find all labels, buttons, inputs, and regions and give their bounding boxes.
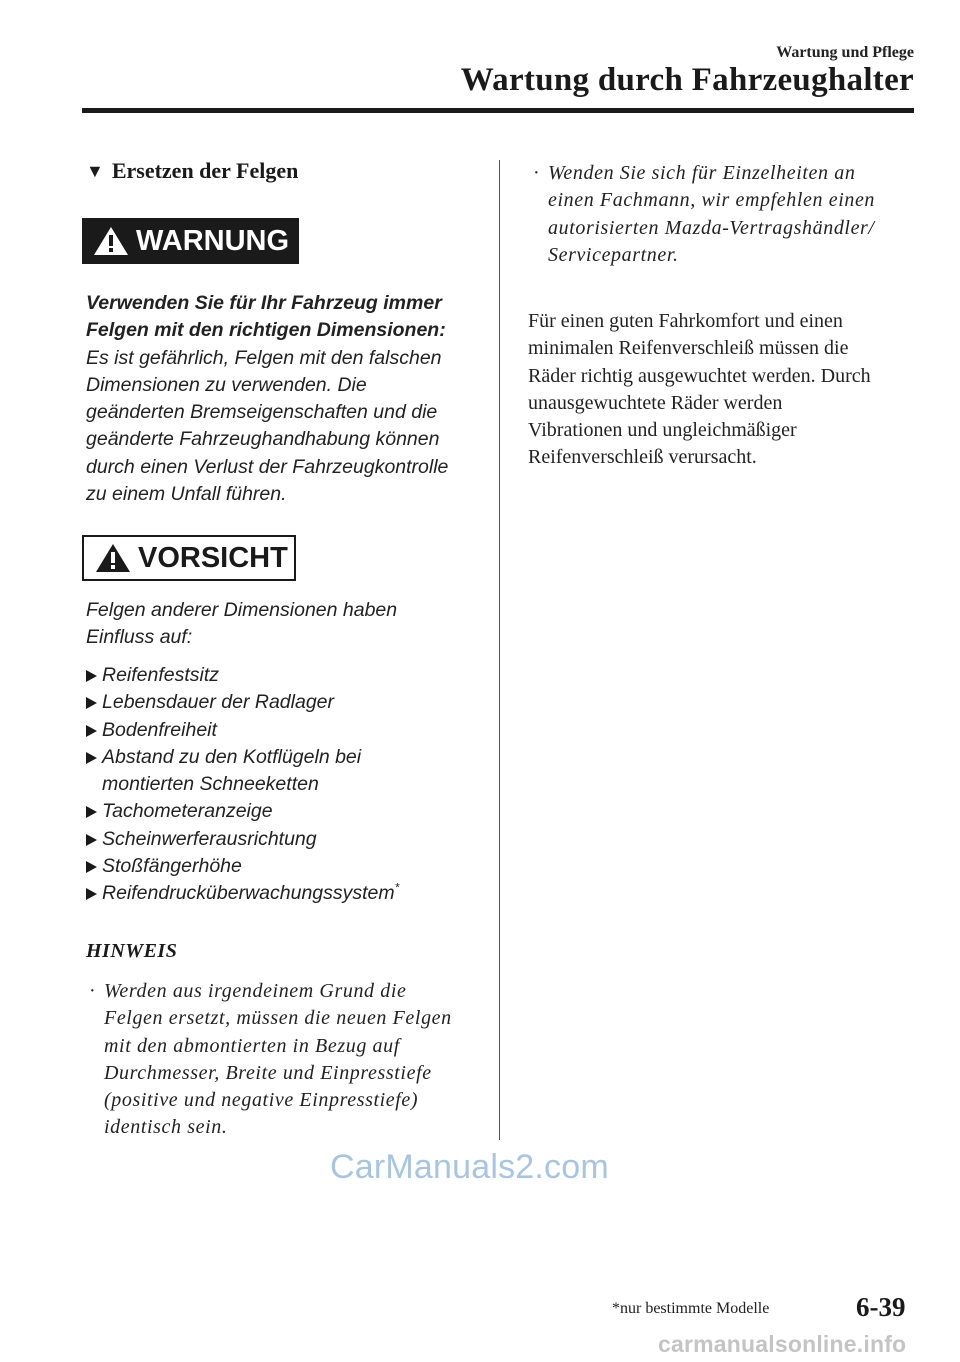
note-line: mit den abmontierten in Bezug auf bbox=[104, 1034, 400, 1057]
note-line: Wenden Sie sich für Einzelheiten an bbox=[548, 162, 856, 184]
paragraph-line: minimalen Reifenverschleiß müssen die bbox=[528, 337, 849, 360]
warning-label: WARNUNG bbox=[136, 224, 290, 257]
warning-body-line: zu einem Unfall führen. bbox=[86, 483, 287, 506]
note-line: Servicepartner. bbox=[548, 243, 679, 266]
paragraph-line: Räder richtig ausgewuchtet werden. Durch bbox=[528, 364, 871, 387]
caution-intro-line: Felgen anderer Dimensionen haben bbox=[86, 599, 398, 621]
column-divider bbox=[499, 160, 500, 1140]
paragraph-line: Reifenverschleiß verursacht. bbox=[528, 446, 757, 469]
caution-list-item-line: Abstand zu den Kotflügeln bei bbox=[102, 745, 362, 768]
caution-list-item bbox=[86, 744, 486, 799]
note-bullet-item bbox=[530, 160, 910, 269]
triangle-down-icon: ▼ bbox=[86, 161, 104, 181]
warning-body-line: Es ist gefährlich, Felgen mit den falschen bbox=[86, 346, 442, 369]
caution-list-item bbox=[86, 880, 486, 907]
caution-intro bbox=[86, 597, 486, 652]
caution-list-item: Reifenfestsitz bbox=[86, 662, 486, 689]
warning-body-line: geänderte Fahrzeughandhabung können bbox=[86, 428, 440, 451]
running-header-section: Wartung und Pflege bbox=[776, 44, 914, 61]
caution-label: VORSICHT bbox=[138, 541, 288, 574]
caution-list-item-line: montierten Schneeketten bbox=[102, 773, 319, 796]
warning-badge bbox=[82, 218, 299, 264]
caution-list-item: Lebensdauer der Radlager bbox=[86, 689, 486, 716]
note-line: identisch sein. bbox=[104, 1116, 228, 1139]
caution-list-item: Bodenfreiheit bbox=[86, 717, 486, 744]
warning-body-line: durch einen Verlust der Fahrzeugkontrolle bbox=[86, 455, 449, 478]
note-line: autorisierten Mazda-Vertragshändler/ bbox=[548, 216, 875, 239]
note-line: (positive und negative Einpresstiefe) bbox=[104, 1089, 419, 1112]
header-rule bbox=[82, 108, 914, 113]
caution-list-item: Tachometeranzeige bbox=[86, 798, 486, 825]
bullet-dot: · bbox=[533, 162, 541, 184]
note-bullet-item bbox=[86, 978, 481, 1142]
caution-list-item: Scheinwerferausrichtung bbox=[86, 826, 486, 853]
note-heading: HINWEIS bbox=[86, 940, 178, 962]
section-title bbox=[86, 158, 298, 184]
note-text-continued bbox=[530, 160, 910, 269]
caution-triangle-icon bbox=[94, 542, 132, 574]
warning-text bbox=[86, 290, 486, 508]
bullet-dot: · bbox=[89, 980, 97, 1002]
caution-list-item: Stoßfängerhöhe bbox=[86, 853, 486, 880]
footnote-mark: * bbox=[394, 880, 400, 895]
warning-triangle-icon bbox=[92, 225, 130, 257]
note-line: Werden aus irgendeinem Grund die bbox=[104, 980, 407, 1002]
warning-body-line: Dimensionen zu verwenden. Die bbox=[86, 373, 367, 396]
paragraph-line: Vibrationen und ungleichmäßiger bbox=[528, 419, 797, 442]
note-text bbox=[86, 978, 481, 1142]
body-paragraph bbox=[528, 308, 923, 472]
page-number: 6-39 bbox=[856, 1292, 906, 1322]
warning-body-line: geänderten Bremseigenschaften und die bbox=[86, 401, 438, 424]
note-line: Felgen ersetzt, müssen die neuen Felgen bbox=[104, 1007, 452, 1030]
paragraph-line: unausgewuchtete Räder werden bbox=[528, 391, 783, 414]
warning-heading-line: Felgen mit den richtigen Dimensionen: bbox=[86, 319, 446, 342]
caution-list bbox=[86, 662, 486, 908]
footnote: *nur bestimmte Modelle bbox=[612, 1300, 770, 1317]
caution-badge bbox=[82, 535, 296, 581]
warning-heading-line: Verwenden Sie für Ihr Fahrzeug immer bbox=[86, 292, 442, 314]
paragraph-line: Für einen guten Fahrkomfort und einen bbox=[528, 310, 843, 332]
caution-list-item-text: Reifendrucküberwachungssystem bbox=[102, 882, 395, 905]
note-line: einen Fachmann, wir empfehlen einen bbox=[548, 189, 876, 212]
site-watermark: carmanualsonline.info bbox=[658, 1331, 907, 1357]
section-title-text: Ersetzen der Felgen bbox=[111, 158, 299, 183]
watermark-logo: CarManuals2.com bbox=[330, 1148, 609, 1186]
running-header-chapter: Wartung durch Fahrzeughalter bbox=[460, 62, 914, 98]
note-line: Durchmesser, Breite und Einpresstiefe bbox=[104, 1061, 432, 1084]
caution-intro-line: Einfluss auf: bbox=[86, 626, 193, 649]
